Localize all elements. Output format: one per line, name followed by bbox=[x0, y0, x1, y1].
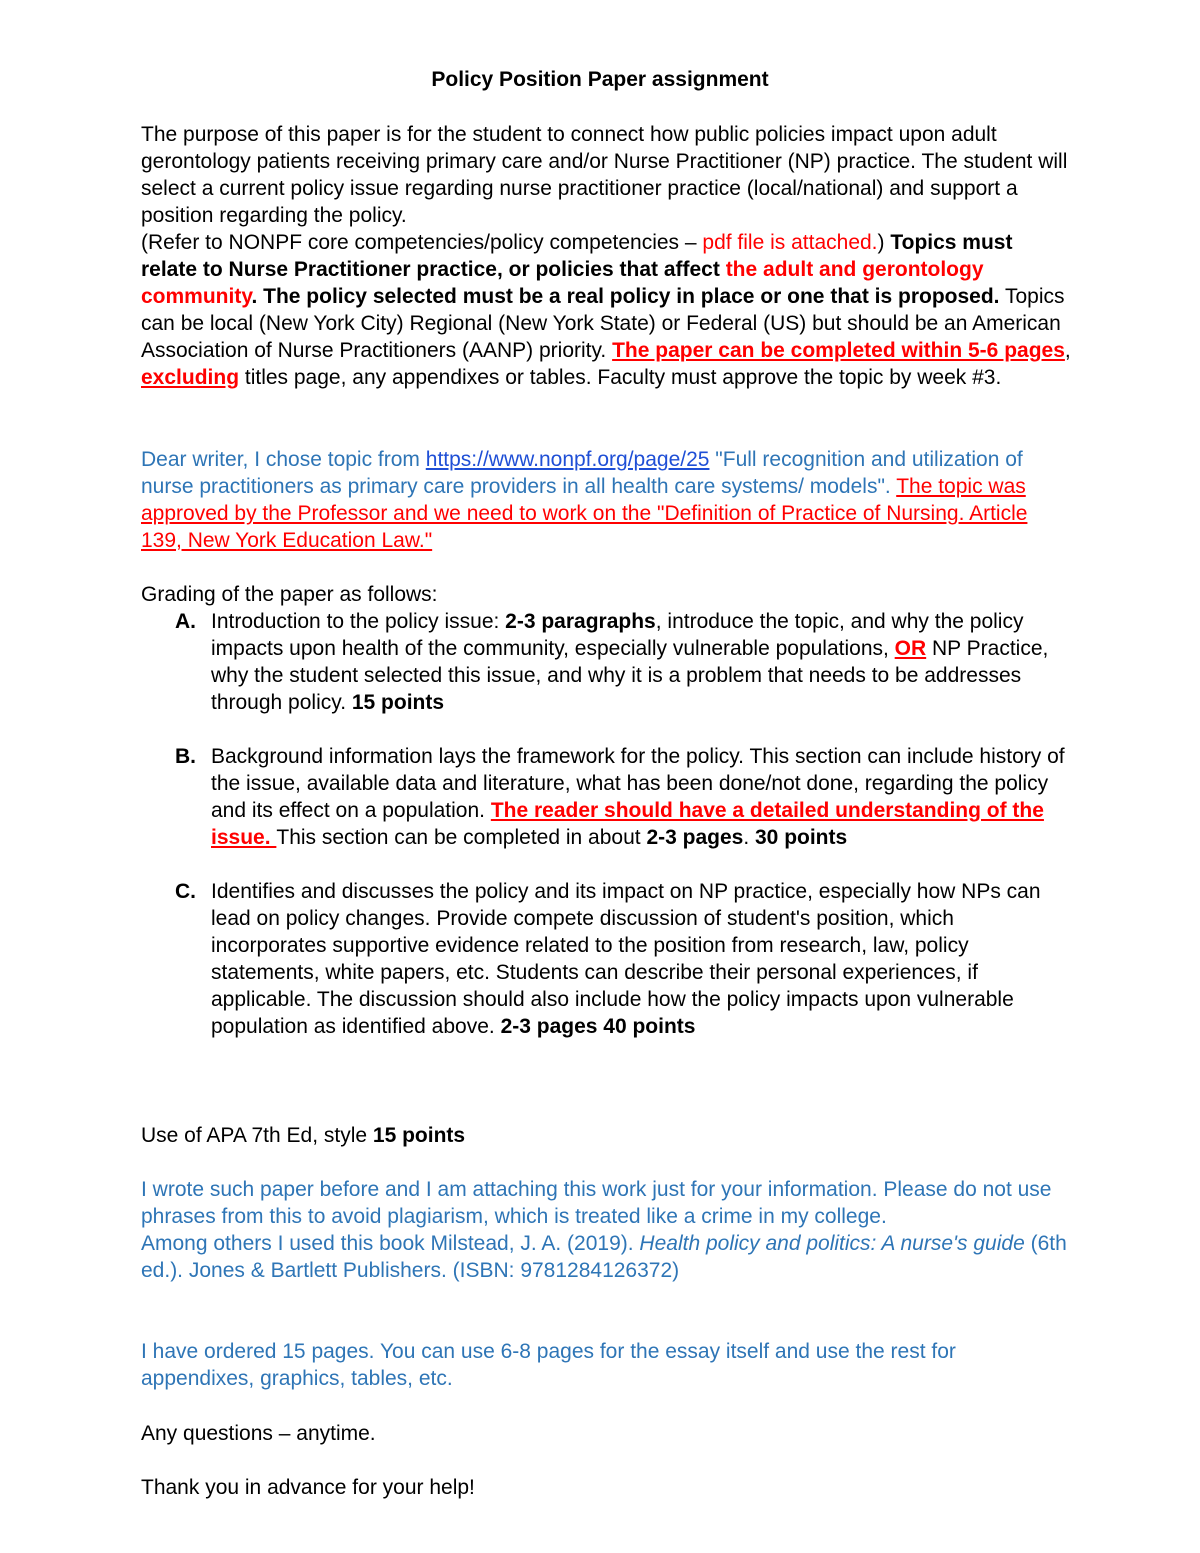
comma: , bbox=[1064, 339, 1071, 362]
topics-requirement: Topics must relate to Nurse Practitioner practice, or policies that affect bbox=[141, 231, 1013, 281]
approved-topic-note: The topic was approved by the Professor and we need to work on the "Definition of Practice of Nursing. Article 139, New York Education Law." bbox=[141, 475, 1028, 552]
item-c-points: 2-3 pages 40 points bbox=[500, 1015, 696, 1038]
topics-scope: Topics can be local (New York City) Regional (New York State) or Federal (US) but should be an American Association of Nurse Practitioners (AANP) priority. bbox=[141, 285, 1065, 362]
refer-text: (Refer to NONPF core competencies/policy competencies – bbox=[141, 231, 703, 254]
book-reference-b: (6th ed.). Jones & Bartlett Publishers. (ISBN: 9781284126372) bbox=[141, 1232, 1067, 1282]
nonpf-link[interactable]: https://www.nonpf.org/page/25 bbox=[425, 448, 710, 471]
intro-tail: titles page, any appendixes or tables. Faculty must approve the topic by week #3. bbox=[239, 366, 1002, 389]
reader-understanding-highlight: The reader should have a detailed understanding of the issue. bbox=[211, 799, 1044, 849]
questions-line: Any questions – anytime. bbox=[141, 1422, 376, 1445]
or-highlight: OR bbox=[894, 637, 927, 660]
item-b-text2: This section can be completed in about bbox=[276, 826, 647, 849]
writer-note-text: Dear writer, I chose topic from bbox=[141, 448, 426, 471]
item-letter: C. bbox=[175, 880, 196, 903]
item-a-text: Introduction to the policy issue: bbox=[211, 610, 506, 633]
writer-note bbox=[141, 446, 1071, 554]
real-policy-requirement: . The policy selected must be a real policy in place or one that is proposed. bbox=[251, 285, 1000, 308]
pages-ordered-note: I have ordered 15 pages. You can use 6-8 pages for the essay itself and use the rest for appendixes, graphics, tables, etc. bbox=[141, 1340, 956, 1390]
pdf-attached-note: pdf file is attached. bbox=[702, 231, 878, 254]
item-a-text2: , introduce the topic, and why the policy impacts upon health of the community, especially vulnerable populations, bbox=[211, 610, 1024, 660]
grading-item-b bbox=[141, 743, 1071, 851]
item-letter: A. bbox=[175, 610, 196, 633]
refer-close: ) bbox=[877, 231, 885, 254]
item-b-text3: . bbox=[743, 826, 755, 849]
adult-gerontology-highlight: the adult and gerontology community bbox=[141, 258, 984, 308]
grading-item-a bbox=[141, 608, 1071, 716]
page-length-requirement: The paper can be completed within 5-6 pages bbox=[612, 339, 1065, 362]
grading-item-c bbox=[141, 878, 1071, 1040]
previous-paper-note bbox=[141, 1176, 1071, 1284]
item-b-text: Background information lays the framework for the policy. This section can include history of the issue, available data and literature, what has been done/not done, regarding the policy and its effect on a population. bbox=[211, 745, 1065, 822]
page-title: Policy Position Paper assignment bbox=[431, 68, 769, 91]
grading-heading: Grading of the paper as follows: bbox=[141, 583, 438, 606]
item-c-text: Identifies and discusses the policy and its impact on NP practice, especially how NPs can lead on policy changes. Provide compete discussion of student's position, which incorporates supportive evidence related to the position from research, law, policy statements, white papers, etc. Students can describe their personal experiences, if applicable. The discussion should also include how the policy impacts upon vulnerable population as identified above. bbox=[211, 880, 1041, 1038]
intro-text: The purpose of this paper is for the student to connect how public policies impact upon adult gerontology patients receiving primary care and/or Nurse Practitioner (NP) practice. The student will select a current policy issue regarding nurse practitioner practice (local/national) and support a position regarding the policy. bbox=[141, 123, 1068, 227]
apa-line bbox=[141, 1122, 1071, 1149]
apa-points: 15 points bbox=[372, 1124, 466, 1147]
item-a-length: 2-3 paragraphs bbox=[505, 610, 656, 633]
thanks-line: Thank you in advance for your help! bbox=[141, 1476, 475, 1499]
item-a-points: 15 points bbox=[351, 691, 445, 714]
item-b-points: 30 points bbox=[755, 826, 848, 849]
book-title: Health policy and politics: A nurse's guide bbox=[639, 1232, 1025, 1255]
apa-text: Use of APA 7th Ed, style bbox=[141, 1124, 373, 1147]
excluding-highlight: excluding bbox=[141, 366, 240, 389]
previous-paper-text: I wrote such paper before and I am attaching this work just for your information. Please do not use phrases from this to avoid plagiarism, which is treated like a crime in my college. bbox=[141, 1178, 1052, 1228]
intro-paragraph bbox=[141, 121, 1071, 391]
writer-note-topic: "Full recognition and utilization of nurse practitioners as primary care providers in all health care systems/ models". bbox=[141, 448, 1023, 498]
item-letter: B. bbox=[175, 745, 196, 768]
item-a-text3: NP Practice, why the student selected this issue, and why it is a problem that needs to be addresses through policy. bbox=[211, 637, 1049, 714]
book-reference-a: Among others I used this book Milstead, J. A. (2019). bbox=[141, 1232, 640, 1255]
grading-list bbox=[141, 608, 1071, 1040]
item-b-pages: 2-3 pages bbox=[646, 826, 744, 849]
